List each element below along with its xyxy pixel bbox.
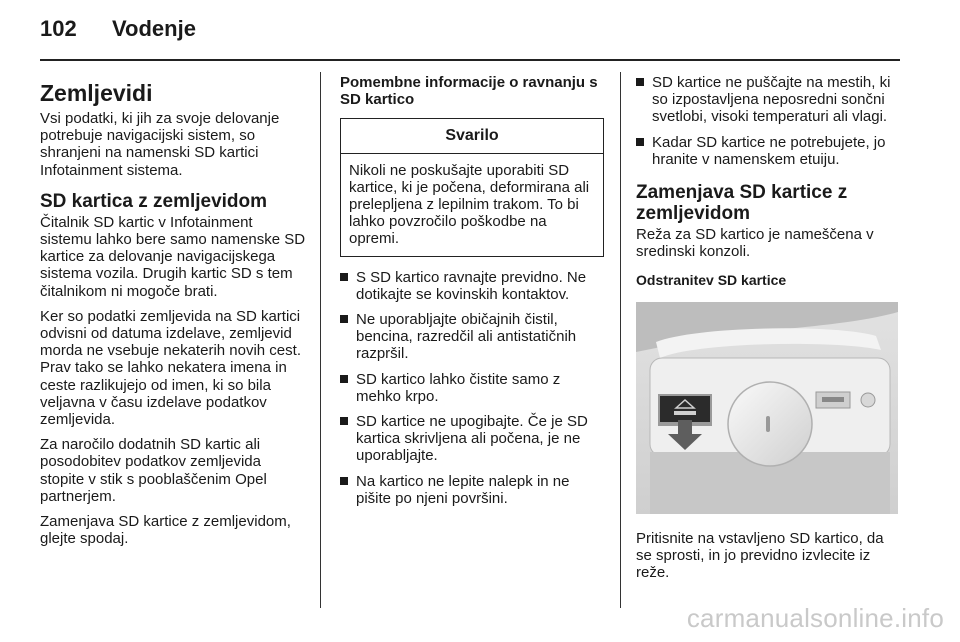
- sd-card-p2: Ker so podatki zemljevida na SD kartici odvisni od datuma izdelave, zemljevid morda ne vsebuje nekaterih novih cest. Prav tako se lahko nekatera imena in ceste razlikujejo od imen, ki so bila veljavna v času izdelave podatkov zemljevida.: [40, 307, 301, 429]
- list-item: S SD kartico ravnajte previdno. Ne dotikajte se kovinskih kontaktov.: [340, 269, 604, 303]
- handling-list-continued: [636, 74, 902, 168]
- warning-title: Svarilo: [341, 119, 603, 153]
- maps-intro: Vsi podatki, ki jih za svoje delovanje potrebuje navigacijski sistem, so shranjeni na namenski SD kartici Infotainment sistema.: [40, 110, 280, 179]
- sd-card-p1: Čitalnik SD kartic v Infotainment sistemu lahko bere samo namenske SD kartice za delovanje navigacijskega sistema vozila. Drugih kartic SD s tem čitalnikom ni mogoče brati.: [40, 213, 306, 300]
- column-1: [40, 74, 308, 555]
- sd-card-p4: Zamenjava SD kartice z zemljevidom, glejte spodaj.: [40, 513, 291, 548]
- list-item: Ne uporabljajte običajnih čistil, bencina, razredčil ali antistatičnih razpršil.: [340, 311, 604, 363]
- list-item: Na kartico ne lepite nalepk in ne pišite po njeni površini.: [340, 473, 604, 507]
- list-item: SD kartice ne puščajte na mestih, ki so izpostavljena neposredni sončni svetlobi, visoki temperaturi ali vlagi.: [636, 74, 902, 126]
- sd-slot-illustration: [636, 302, 898, 514]
- bullet-icon: [340, 477, 348, 485]
- removal-caption: Pritisnite na vstavljeno SD kartico, da se sprosti, in jo previdno izvlecite iz reže.: [636, 529, 884, 582]
- page-section-title: Vodenje: [112, 16, 196, 41]
- column-divider: [320, 72, 321, 608]
- sd-card-p3: Za naročilo dodatnih SD kartic ali posodobitev podatkov zemljevida stopite v stik s pooblaščenim Opel partnerjem.: [40, 436, 267, 505]
- replace-heading: Zamenjava SD kartice z zemljevidom: [636, 182, 848, 225]
- replace-p1: Reža za SD kartico je nameščena v sredinski konzoli.: [636, 226, 874, 261]
- page-number: 102: [40, 16, 77, 41]
- handling-list: [340, 269, 604, 507]
- sd-card-heading: SD kartica z zemljevidom: [40, 190, 268, 212]
- bullet-icon: [340, 273, 348, 281]
- bullet-icon: [340, 375, 348, 383]
- header-rule: [40, 59, 900, 61]
- column-2: [340, 74, 604, 515]
- list-item: SD kartico lahko čistite samo z mehko krpo.: [340, 371, 604, 405]
- column-3: [636, 74, 902, 589]
- watermark: carmanualsonline.info: [686, 603, 944, 633]
- list-item: Kadar SD kartice ne potrebujete, jo hranite v namenskem etuiju.: [636, 134, 902, 168]
- bullet-icon: [636, 138, 644, 146]
- warning-text: Nikoli ne poskušajte uporabiti SD kartice, ki je počena, deformirana ali prelepljena z lepilnim trakom. To bi lahko povzročilo poškodbe na opremi.: [349, 161, 590, 248]
- handling-heading: Pomembne informacije o ravnanju s SD kartico: [340, 74, 598, 109]
- maps-heading: Zemljevidi: [40, 80, 153, 106]
- bullet-icon: [340, 417, 348, 425]
- removal-subheading: Odstranitev SD kartice: [636, 272, 787, 289]
- bullet-icon: [636, 78, 644, 86]
- warning-box: [340, 118, 604, 256]
- list-item: SD kartice ne upogibajte. Če je SD kartica skrivljena ali počena, je ne uporabljajte.: [340, 413, 604, 465]
- column-divider: [620, 72, 621, 608]
- bullet-icon: [340, 315, 348, 323]
